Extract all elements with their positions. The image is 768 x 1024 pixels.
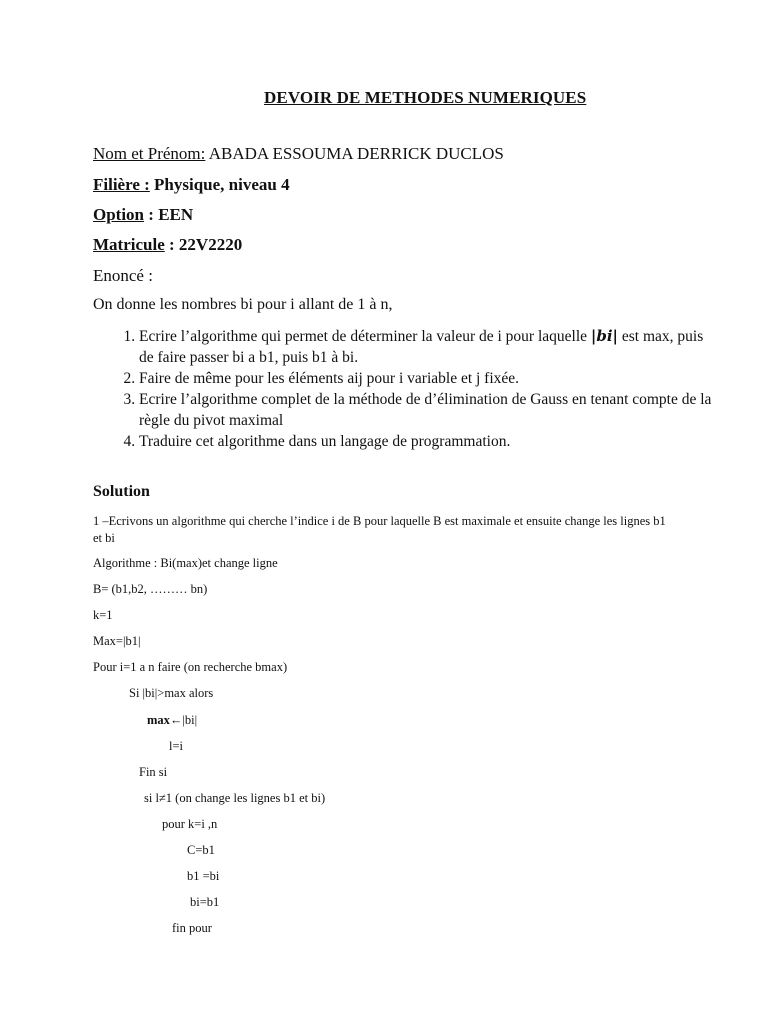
algo-line: Max=|b1| bbox=[93, 634, 141, 648]
algo-line: si l≠1 (on change les lignes b1 et bi) bbox=[144, 791, 326, 805]
matricule-line bbox=[93, 235, 242, 255]
algo-text: |bi| bbox=[182, 713, 198, 727]
task-item: 2. Faire de même pour les éléments aij pour i variable et j fixée. bbox=[139, 368, 719, 389]
algo-line: Pour i=1 a n faire (on recherche bmax) bbox=[93, 660, 288, 674]
filiere-label: Filière : bbox=[93, 175, 150, 194]
algo-line: b1 =bi bbox=[187, 869, 220, 883]
option-line bbox=[93, 205, 193, 225]
enonce-intro: On donne les nombres bi pour i allant de 1 à n, bbox=[93, 296, 393, 313]
task-item: 4. Traduire cet algorithme dans un langage de programmation. bbox=[139, 431, 719, 452]
enonce-label: Enoncé : bbox=[93, 266, 153, 285]
task-item: 3. Ecrire l’algorithme complet de la méthode de d’élimination de Gauss en tenant compte de la règle du pivot maximal bbox=[139, 389, 719, 431]
algo-line: l=i bbox=[169, 739, 183, 753]
option-label: Option bbox=[93, 205, 145, 224]
algo-line: pour k=i ,n bbox=[162, 817, 218, 831]
task-list bbox=[93, 326, 719, 452]
task-text: est max, puis de faire passer bi a b1, puis b1 à bi. bbox=[139, 328, 704, 366]
matricule-label: Matricule bbox=[93, 235, 165, 254]
student-name-line bbox=[93, 144, 504, 164]
solution-heading: Solution bbox=[93, 483, 150, 500]
algo-max-keyword: max bbox=[147, 713, 170, 727]
document-title: DEVOIR DE METHODES NUMERIQUES bbox=[264, 88, 587, 107]
left-arrow-icon: ← bbox=[169, 713, 183, 727]
solution-paragraph: 1 –Ecrivons un algorithme qui cherche l’indice i de B pour laquelle B est maximale et ensuite change les lignes b1 et bi bbox=[93, 514, 666, 545]
filiere-line bbox=[93, 175, 290, 195]
matricule-value: : 22V2220 bbox=[164, 235, 243, 254]
algo-line bbox=[147, 713, 197, 728]
algo-line: Fin si bbox=[139, 765, 168, 779]
algo-line: bi=b1 bbox=[190, 895, 220, 909]
task-text: Ecrire l’algorithme qui permet de déterminer la valeur de i pour laquelle bbox=[139, 328, 591, 345]
name-value: ABADA ESSOUMA DERRICK DUCLOS bbox=[205, 144, 504, 163]
algo-line: C=b1 bbox=[187, 843, 215, 857]
option-value: : EEN bbox=[144, 205, 194, 224]
abs-bi-math: |bi| bbox=[590, 327, 619, 345]
algo-line: B= (b1,b2, ……… bn) bbox=[93, 582, 208, 596]
algo-line: fin pour bbox=[172, 921, 212, 935]
task-item bbox=[139, 326, 719, 368]
algo-line: Algorithme : Bi(max)et change ligne bbox=[93, 556, 278, 570]
algo-line: k=1 bbox=[93, 608, 113, 622]
name-label: Nom et Prénom: bbox=[93, 144, 206, 163]
filiere-value: Physique, niveau 4 bbox=[149, 175, 290, 194]
algo-line: Si |bi|>max alors bbox=[129, 686, 214, 700]
